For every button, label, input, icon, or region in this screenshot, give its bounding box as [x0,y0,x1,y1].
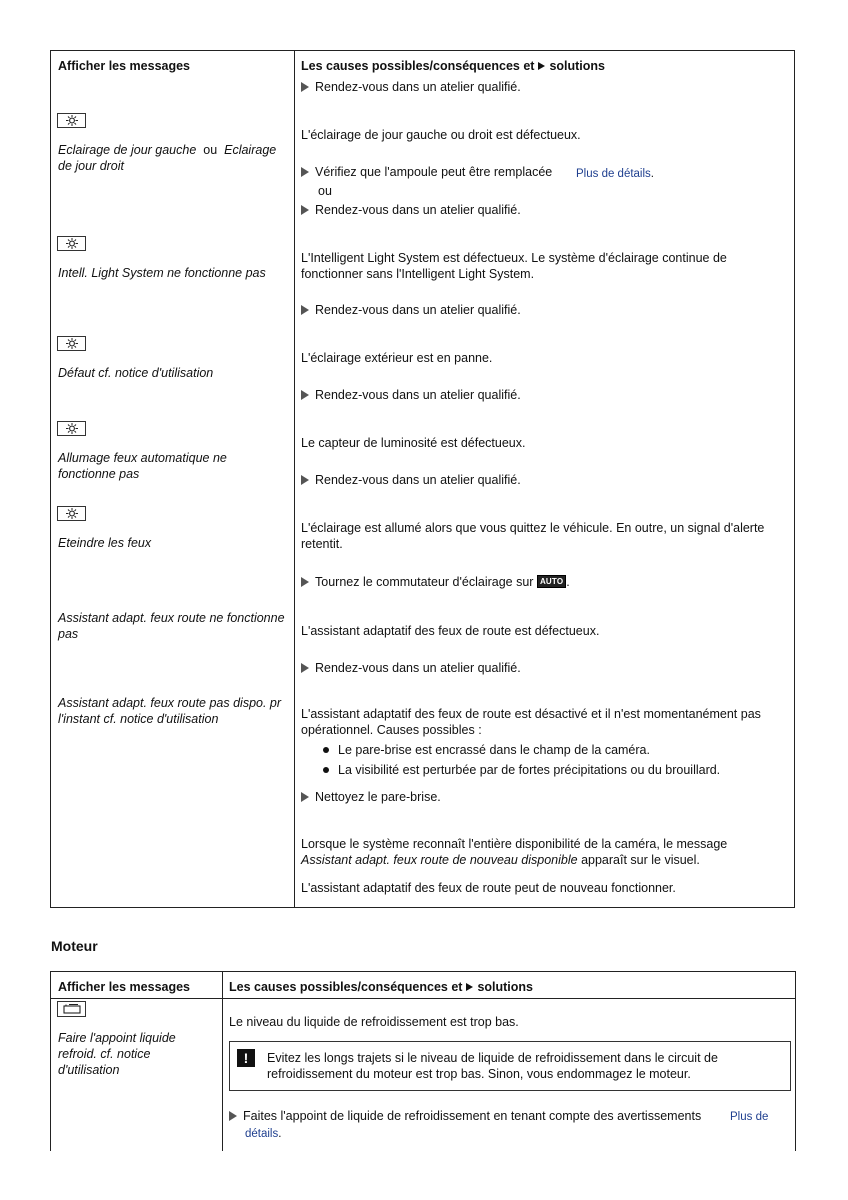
message-ils: Intell. Light System ne fonctionne pas [58,266,266,280]
message-auto-lights-l2: fonctionne pas [58,467,140,481]
table1-header-right: Les causes possibles/conséquences et solutions [301,59,606,73]
more-details-link-cont[interactable]: détails. [245,1128,282,1140]
message-high-beam-unavailable-l2: l'instant cf. notice d'utilisation [58,712,219,726]
table2-right-border [795,971,796,1151]
section-title-moteur: Moteur [51,938,98,954]
cause-coolant-low: Le niveau du liquide de refroidissement est trop bas. [229,1015,519,1029]
action-workshop: Rendez-vous dans un atelier qualifié. [301,660,521,676]
triangle-icon [301,305,309,315]
coolant-icon [57,1001,86,1017]
table2-header-border [50,998,796,999]
message-auto-lights-l1: Allumage feux automatique ne [58,451,227,465]
cause-exterior-lighting: L'éclairage extérieur est en panne. [301,351,493,365]
table1-left-border [50,50,51,908]
warning-exclamation-icon: ! [237,1049,255,1067]
triangle-icon [466,983,473,991]
bullet-icon [323,747,329,753]
table2-header-right: Les causes possibles/conséquences et solutions [229,980,534,994]
table1-right-border [794,50,795,908]
action-clean-windshield: Nettoyez le pare-brise. [301,789,441,805]
action-workshop: Rendez-vous dans un atelier qualifié. [301,202,521,218]
message-high-beam-assist-l1: Assistant adapt. feux route ne fonctionne [58,611,285,625]
table2-left-border [50,971,51,1151]
note-camera-l2: Assistant adapt. feux route de nouveau disponible apparaît sur le visuel. [301,853,700,867]
cause-high-beam-disabled-l1: L'assistant adaptatif des feux de route est désactivé et il n'est momentanément pas [301,707,761,721]
table2-divider [222,971,223,1151]
cause-lights-on-l2: retentit. [301,537,343,551]
message-daytime-lights-l2: de jour droit [58,159,125,173]
warning-text-l1: Evitez les longs trajets si le niveau de liquide de refroidissement dans le circuit de [267,1051,718,1065]
triangle-icon [301,792,309,802]
triangle-icon [301,390,309,400]
bullet-item: La visibilité est perturbée par de fortes précipitations ou du brouillard. [323,762,720,778]
more-details-link[interactable]: Plus de [730,1111,769,1123]
table1-top-border [50,50,795,51]
or-label: ou [318,184,332,198]
cause-lights-on-l1: L'éclairage est allumé alors que vous quittez le véhicule. En outre, un signal d'alerte [301,521,765,535]
more-details-link[interactable]: Plus de détails. [576,168,654,180]
cause-light-sensor: Le capteur de luminosité est défectueux. [301,436,526,450]
message-coolant-l3: d'utilisation [58,1063,120,1077]
cause-high-beam-disabled-l2: opérationnel. Causes possibles : [301,723,482,737]
light-malfunction-icon [57,506,86,521]
triangle-icon [301,577,309,587]
light-malfunction-icon [57,336,86,351]
triangle-icon [229,1111,237,1121]
light-malfunction-icon [57,421,86,436]
table1-header-left: Afficher les messages [58,59,191,73]
action-refill-coolant: Faites l'appoint de liquide de refroidissement en tenant compte des avertissements [229,1108,701,1124]
action-workshop: Rendez-vous dans un atelier qualifié. [301,387,521,403]
table2-top-border [50,971,796,972]
message-coolant-l1: Faire l'appoint liquide [58,1031,176,1045]
message-high-beam-unavailable-l1: Assistant adapt. feux route pas dispo. pr [58,696,282,710]
message-daytime-lights: Eclairage de jour gauche ou Eclairage [58,143,277,157]
triangle-icon [538,62,545,70]
action-workshop: Rendez-vous dans un atelier qualifié. [301,472,521,488]
cause-daytime-lights: L'éclairage de jour gauche ou droit est défectueux. [301,128,581,142]
warning-box [229,1041,791,1091]
cause-ils-l2: fonctionner sans l'Intelligent Light System. [301,267,535,281]
triangle-icon [301,167,309,177]
note-final: L'assistant adaptatif des feux de route peut de nouveau fonctionner. [301,881,676,895]
table2-header-left: Afficher les messages [58,980,191,994]
table1-bottom-border [50,907,795,908]
action-check-bulb: Vérifiez que l'ampoule peut être remplacée [301,164,552,180]
message-coolant-l2: refroid. cf. notice [58,1047,151,1061]
triangle-icon [301,475,309,485]
message-turn-off-lights: Eteindre les feux [58,536,152,550]
action-workshop: Rendez-vous dans un atelier qualifié. [301,302,521,318]
triangle-icon [301,82,309,92]
action-turn-switch: Tournez le commutateur d'éclairage sur AUTO . [301,574,570,590]
warning-text-l2: refroidissement du moteur est trop bas. Sinon, vous endommagez le moteur. [267,1067,691,1081]
light-malfunction-icon [57,236,86,251]
message-high-beam-assist-l2: pas [58,627,79,641]
bullet-item: Le pare-brise est encrassé dans le champ de la caméra. [323,742,650,758]
light-malfunction-icon [57,113,86,128]
auto-switch-icon: AUTO [537,575,566,588]
note-camera-l1: Lorsque le système reconnaît l'entière disponibilité de la caméra, le message [301,837,728,851]
cause-high-beam-assist: L'assistant adaptatif des feux de route est défectueux. [301,624,600,638]
bullet-icon [323,767,329,773]
triangle-icon [301,663,309,673]
intro-action: Rendez-vous dans un atelier qualifié. [301,79,521,95]
message-defaut: Défaut cf. notice d'utilisation [58,366,214,380]
cause-ils-l1: L'Intelligent Light System est défectueux. Le système d'éclairage continue de [301,251,727,265]
triangle-icon [301,205,309,215]
table1-divider [294,50,295,908]
